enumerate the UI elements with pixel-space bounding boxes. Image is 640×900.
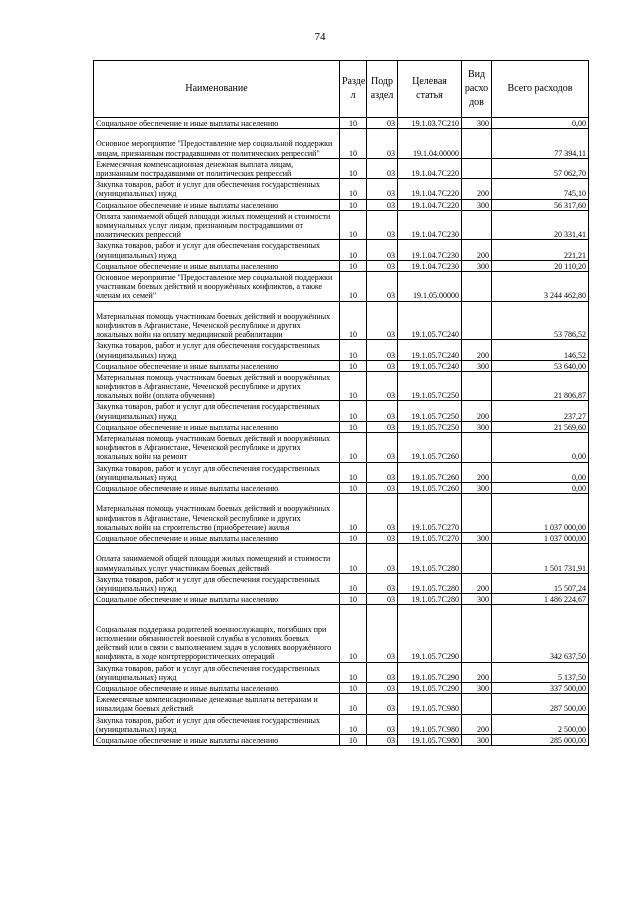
row-expense-type (462, 271, 492, 301)
row-section: 10 (340, 714, 367, 734)
row-section: 10 (340, 462, 367, 482)
row-subsection: 03 (367, 240, 398, 260)
row-section: 10 (340, 240, 367, 260)
row-target: 19.1.05.7С980 (398, 714, 462, 734)
row-expense-type: 300 (462, 118, 492, 129)
row-section: 10 (340, 573, 367, 593)
row-total: 1 037 000,00 (492, 533, 589, 544)
row-target: 19.1.04.7С220 (398, 158, 462, 178)
row-expense-type (462, 694, 492, 714)
row-section: 10 (340, 179, 367, 199)
row-target: 19.1.04.7С230 (398, 260, 462, 271)
row-subsection: 03 (367, 544, 398, 574)
row-total: 0,00 (492, 462, 589, 482)
row-expense-type: 300 (462, 594, 492, 605)
row-target: 19.1.04.7С220 (398, 199, 462, 210)
table-row (94, 694, 589, 714)
row-section: 10 (340, 210, 367, 240)
row-name: Закупка товаров, работ и услуг для обеспечения государственных (муниципальных) нужд (94, 240, 340, 260)
budget-table (93, 60, 589, 746)
row-expense-type: 300 (462, 421, 492, 432)
row-section: 10 (340, 605, 367, 662)
row-section: 10 (340, 360, 367, 371)
header-subsection: Подр аздел (367, 61, 398, 118)
row-name: Материальная помощь участникам боевых действий и вооружённых конфликтов в Афганистане, Чеченской республике и других локальных войн на оплату медицинской реабилитации (94, 301, 340, 340)
row-subsection: 03 (367, 483, 398, 494)
row-name: Социальное обеспечение и иные выплаты населению (94, 594, 340, 605)
row-expense-type (462, 605, 492, 662)
row-name: Социальное обеспечение и иные выплаты населению (94, 199, 340, 210)
row-name: Социальное обеспечение и иные выплаты населению (94, 483, 340, 494)
row-section: 10 (340, 371, 367, 401)
row-total: 1 501 731,91 (492, 544, 589, 574)
row-total: 221,21 (492, 240, 589, 260)
row-section: 10 (340, 544, 367, 574)
table-row (94, 129, 589, 159)
row-subsection: 03 (367, 533, 398, 544)
row-target: 19.1.05.7С280 (398, 594, 462, 605)
row-subsection: 03 (367, 433, 398, 463)
row-total: 21 569,60 (492, 421, 589, 432)
row-expense-type (462, 544, 492, 574)
table-row (94, 199, 589, 210)
row-target: 19.1.05.7С260 (398, 433, 462, 463)
table-row (94, 301, 589, 340)
row-name: Ежемесячные компенсационные денежные выплаты ветеранам и инвалидам боевых действий (94, 694, 340, 714)
table-row (94, 605, 589, 662)
header-section: Разде л (340, 61, 367, 118)
row-name: Социальное обеспечение и иные выплаты населению (94, 118, 340, 129)
header-name: Наименование (94, 61, 340, 118)
row-expense-type: 300 (462, 682, 492, 693)
row-expense-type: 200 (462, 340, 492, 360)
row-target: 19.1.05.7С290 (398, 682, 462, 693)
row-section: 10 (340, 533, 367, 544)
row-subsection: 03 (367, 494, 398, 533)
row-name: Закупка товаров, работ и услуг для обеспечения государственных (муниципальных) нужд (94, 462, 340, 482)
row-expense-type: 300 (462, 360, 492, 371)
row-name: Социальная поддержка родителей военнослужащих, погибших при исполнении обязанностей военной службы в условиях боевых действий или в связи с выполнением задач в условиях вооружённого конфликта, в ходе контртеррористических операций (94, 605, 340, 662)
header-total: Всего расходов (492, 61, 589, 118)
table-row (94, 240, 589, 260)
row-target: 19.1.05.7С260 (398, 462, 462, 482)
table-row (94, 158, 589, 178)
row-total: 1 037 000,00 (492, 494, 589, 533)
row-section: 10 (340, 494, 367, 533)
page-number: 74 (314, 31, 326, 43)
table-row (94, 573, 589, 593)
row-expense-type: 200 (462, 662, 492, 682)
row-target: 19.1.05.7С980 (398, 734, 462, 745)
table-row (94, 682, 589, 693)
row-subsection: 03 (367, 462, 398, 482)
row-total: 20 331,41 (492, 210, 589, 240)
row-expense-type: 200 (462, 462, 492, 482)
row-target: 19.1.03.7С210 (398, 118, 462, 129)
row-section: 10 (340, 401, 367, 421)
row-section: 10 (340, 199, 367, 210)
row-target: 19.1.05.7С250 (398, 401, 462, 421)
table-row (94, 401, 589, 421)
row-total: 57 062,70 (492, 158, 589, 178)
row-subsection: 03 (367, 199, 398, 210)
row-expense-type: 200 (462, 714, 492, 734)
table-row (94, 483, 589, 494)
row-name: Основное мероприятие "Предоставление мер социальной поддержки лицам, признанным пострадавшими от политических репрессий" (94, 129, 340, 159)
table-row (94, 533, 589, 544)
row-total: 53 640,00 (492, 360, 589, 371)
row-section: 10 (340, 682, 367, 693)
row-subsection: 03 (367, 605, 398, 662)
row-subsection: 03 (367, 129, 398, 159)
table-row (94, 462, 589, 482)
header-expense-type: Вид расхо дов (462, 61, 492, 118)
row-subsection: 03 (367, 371, 398, 401)
row-section: 10 (340, 158, 367, 178)
row-name: Материальная помощь участникам боевых действий и вооружённых конфликтов в Афганистане, Чеченской республике и других локальных войн (оплата обучения) (94, 371, 340, 401)
row-section: 10 (340, 301, 367, 340)
row-subsection: 03 (367, 694, 398, 714)
row-target: 19.1.04.7С220 (398, 179, 462, 199)
table-row (94, 371, 589, 401)
row-subsection: 03 (367, 734, 398, 745)
table-row (94, 734, 589, 745)
row-section: 10 (340, 734, 367, 745)
table-body (94, 118, 589, 746)
row-subsection: 03 (367, 340, 398, 360)
row-target: 19.1.05.7С250 (398, 421, 462, 432)
row-name: Социальное обеспечение и иные выплаты населению (94, 421, 340, 432)
row-section: 10 (340, 260, 367, 271)
row-subsection: 03 (367, 210, 398, 240)
row-target: 19.1.05.7С260 (398, 483, 462, 494)
row-subsection: 03 (367, 573, 398, 593)
row-expense-type: 300 (462, 260, 492, 271)
row-total: 2 500,00 (492, 714, 589, 734)
row-expense-type: 300 (462, 533, 492, 544)
row-subsection: 03 (367, 682, 398, 693)
row-section: 10 (340, 129, 367, 159)
row-target: 19.1.05.7С240 (398, 301, 462, 340)
row-target: 19.1.05.7С270 (398, 533, 462, 544)
row-subsection: 03 (367, 360, 398, 371)
row-expense-type: 300 (462, 734, 492, 745)
row-target: 19.1.05.7С240 (398, 340, 462, 360)
row-expense-type (462, 301, 492, 340)
row-section: 10 (340, 271, 367, 301)
row-expense-type (462, 371, 492, 401)
row-subsection: 03 (367, 714, 398, 734)
row-name: Закупка товаров, работ и услуг для обеспечения государственных (муниципальных) нужд (94, 340, 340, 360)
table-row (94, 179, 589, 199)
row-expense-type (462, 494, 492, 533)
row-subsection: 03 (367, 118, 398, 129)
row-target: 19.1.05.7С240 (398, 360, 462, 371)
row-total: 342 637,50 (492, 605, 589, 662)
row-target: 19.1.05.7С280 (398, 573, 462, 593)
table-row (94, 260, 589, 271)
row-name: Материальная помощь участникам боевых действий и вооружённых конфликтов в Афганистане, Чеченской республике и других локальных войн на ремонт (94, 433, 340, 463)
table-row (94, 360, 589, 371)
row-subsection: 03 (367, 401, 398, 421)
row-subsection: 03 (367, 179, 398, 199)
row-name: Закупка товаров, работ и услуг для обеспечения государственных (муниципальных) нужд (94, 179, 340, 199)
row-target: 19.1.05.00000 (398, 271, 462, 301)
row-subsection: 03 (367, 421, 398, 432)
row-name: Социальное обеспечение и иные выплаты населению (94, 360, 340, 371)
row-section: 10 (340, 662, 367, 682)
row-expense-type: 200 (462, 240, 492, 260)
header-target: Целевая статья (398, 61, 462, 118)
row-target: 19.1.04.7С230 (398, 210, 462, 240)
row-target: 19.1.05.7С250 (398, 371, 462, 401)
row-section: 10 (340, 694, 367, 714)
row-target: 19.1.04.7С230 (398, 240, 462, 260)
table-row (94, 433, 589, 463)
table-row (94, 118, 589, 129)
row-expense-type: 200 (462, 179, 492, 199)
row-subsection: 03 (367, 260, 398, 271)
table-row (94, 340, 589, 360)
row-total: 3 244 462,80 (492, 271, 589, 301)
table-row (94, 210, 589, 240)
row-expense-type (462, 210, 492, 240)
row-target: 19.1.05.7С270 (398, 494, 462, 533)
row-total: 1 486 224,67 (492, 594, 589, 605)
row-total: 0,00 (492, 433, 589, 463)
row-section: 10 (340, 118, 367, 129)
row-name: Закупка товаров, работ и услуг для обеспечения государственных (муниципальных) нужд (94, 662, 340, 682)
row-total: 15 507,24 (492, 573, 589, 593)
row-subsection: 03 (367, 158, 398, 178)
row-section: 10 (340, 340, 367, 360)
row-expense-type: 200 (462, 401, 492, 421)
row-target: 19.1.05.7С290 (398, 605, 462, 662)
row-name: Закупка товаров, работ и услуг для обеспечения государственных (муниципальных) нужд (94, 401, 340, 421)
row-subsection: 03 (367, 662, 398, 682)
row-total: 77 394,11 (492, 129, 589, 159)
row-subsection: 03 (367, 594, 398, 605)
row-expense-type (462, 129, 492, 159)
row-total: 56 317,60 (492, 199, 589, 210)
row-name: Ежемесячная компенсационная денежная выплата лицам, признанным пострадавшими от политических репрессий (94, 158, 340, 178)
row-total: 0,00 (492, 118, 589, 129)
table-row (94, 544, 589, 574)
row-name: Закупка товаров, работ и услуг для обеспечения государственных (муниципальных) нужд (94, 573, 340, 593)
row-total: 337 500,00 (492, 682, 589, 693)
row-name: Социальное обеспечение и иные выплаты населению (94, 533, 340, 544)
row-name: Закупка товаров, работ и услуг для обеспечения государственных (муниципальных) нужд (94, 714, 340, 734)
row-total: 287 500,00 (492, 694, 589, 714)
row-section: 10 (340, 483, 367, 494)
row-name: Оплата занимаемой общей площади жилых помещений и стоимости коммунальных услуг участникам боевых действий (94, 544, 340, 574)
row-subsection: 03 (367, 301, 398, 340)
row-expense-type (462, 158, 492, 178)
table-header-row (94, 61, 589, 118)
row-total: 0,00 (492, 483, 589, 494)
row-subsection: 03 (367, 271, 398, 301)
row-expense-type: 300 (462, 199, 492, 210)
row-total: 53 786,52 (492, 301, 589, 340)
row-target: 19.1.05.7С290 (398, 662, 462, 682)
row-target: 19.1.05.7С280 (398, 544, 462, 574)
row-total: 20 110,20 (492, 260, 589, 271)
row-total: 5 137,50 (492, 662, 589, 682)
row-expense-type: 200 (462, 573, 492, 593)
row-target: 19.1.04.00000 (398, 129, 462, 159)
row-name: Социальное обеспечение и иные выплаты населению (94, 734, 340, 745)
row-total: 285 000,00 (492, 734, 589, 745)
row-name: Социальное обеспечение и иные выплаты населению (94, 260, 340, 271)
row-name: Материальная помощь участникам боевых действий и вооружённых конфликтов в Афганистане, Чеченской республике и других локальных войн на строительство (приобретение) жилья (94, 494, 340, 533)
row-section: 10 (340, 433, 367, 463)
row-total: 146,52 (492, 340, 589, 360)
row-expense-type (462, 433, 492, 463)
row-total: 237,27 (492, 401, 589, 421)
table-row (94, 594, 589, 605)
table-row (94, 494, 589, 533)
row-name: Оплата занимаемой общей площади жилых помещений и стоимости коммунальных услуг лицам, признанным пострадавшими от политических репрессий (94, 210, 340, 240)
row-total: 21 806,87 (492, 371, 589, 401)
row-name: Основное мероприятие "Предоставление мер социальной поддержки участникам боевых действий и вооружённых конфликтов, а также членам их семей" (94, 271, 340, 301)
row-target: 19.1.05.7С980 (398, 694, 462, 714)
table-row (94, 421, 589, 432)
table-row (94, 662, 589, 682)
row-total: 745,10 (492, 179, 589, 199)
row-section: 10 (340, 421, 367, 432)
row-expense-type: 300 (462, 483, 492, 494)
table-row (94, 714, 589, 734)
table-row (94, 271, 589, 301)
row-section: 10 (340, 594, 367, 605)
row-name: Социальное обеспечение и иные выплаты населению (94, 682, 340, 693)
